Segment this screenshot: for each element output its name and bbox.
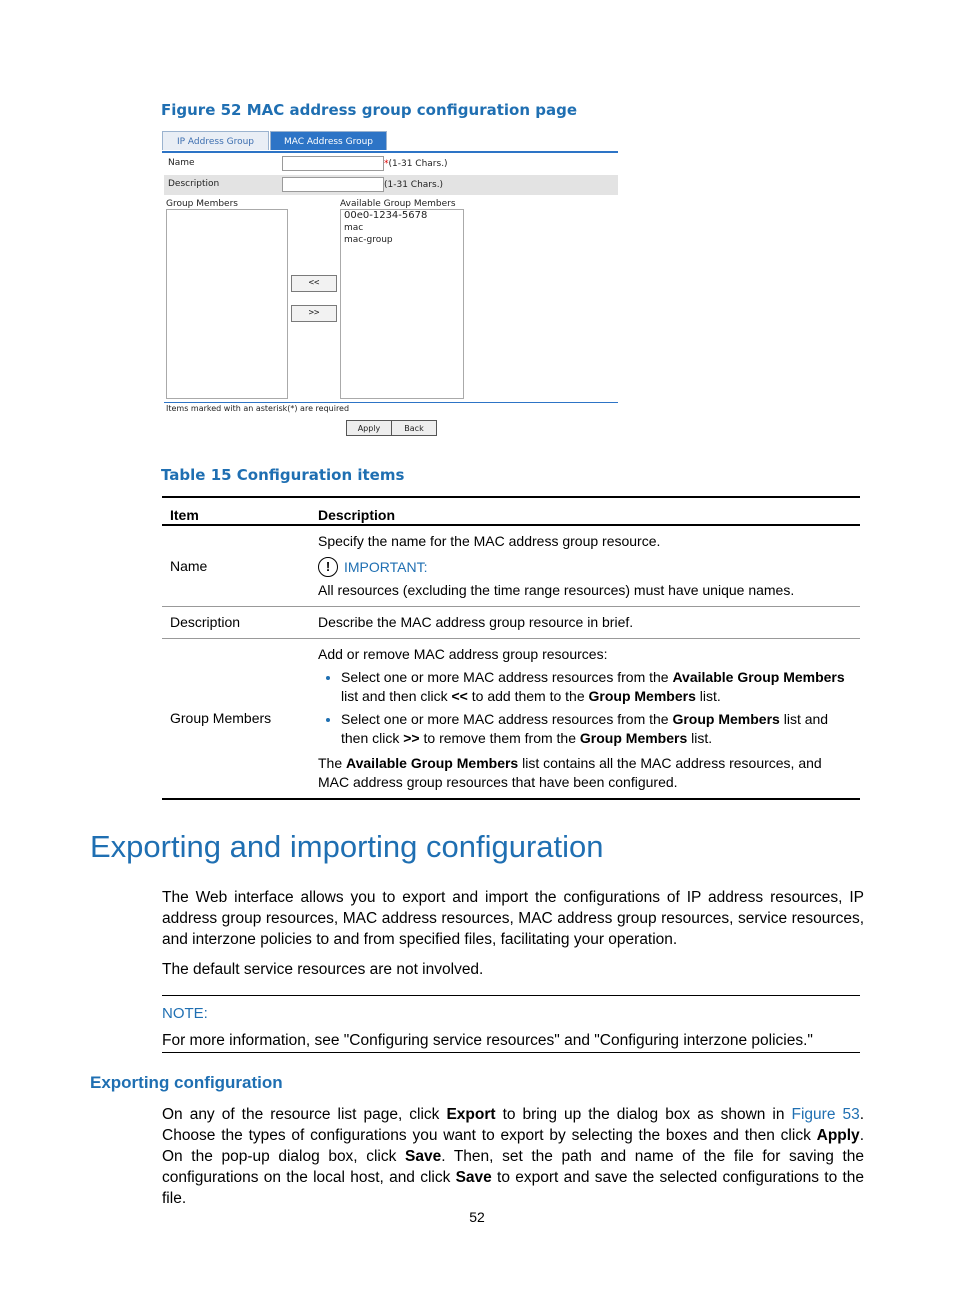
figure-caption: Figure 52 MAC address group configuration page [161,101,578,119]
important-label: IMPORTANT: [344,558,428,575]
item-name: Name [162,525,310,607]
note-box [162,995,860,1053]
description-hint: (1-31 Chars.) [384,180,444,190]
table-row [162,607,860,639]
name-desc-text: Specify the name for the MAC address group resource. [318,533,661,549]
tab-ip-address-group[interactable]: IP Address Group [162,131,269,150]
desc-group-members [310,639,860,800]
list-item[interactable]: 00e0-1234-5678 [344,210,428,221]
available-members-label: Available Group Members [340,199,456,209]
important-callout [318,557,852,577]
item-description: Description [162,607,310,639]
page-number: 52 [469,1209,485,1225]
desc-description: Describe the MAC address group resource in brief. [310,607,860,639]
desc-name [310,525,860,607]
table-header-row [162,497,860,525]
note-title: NOTE: [162,1005,208,1022]
section-title: Exporting and importing configuration [90,829,604,864]
figure-53-link[interactable]: Figure 53 [791,1106,860,1123]
add-members-button[interactable]: << [291,275,337,292]
required-note: Items marked with an asterisk(*) are required [166,404,350,413]
description-input[interactable] [282,177,384,192]
mac-group-config-figure [162,128,620,440]
section-paragraph-2: The default service resources are not involved. [162,961,484,978]
available-members-list[interactable] [340,209,464,399]
gm-intro: Add or remove MAC address group resources: [318,646,608,662]
note-text: For more information, see "Configuring service resources" and "Configuring interzone policies." [162,1032,813,1049]
table-caption: Table 15 Configuration items [161,466,405,484]
important-icon: ! [318,557,338,577]
header-description: Description [310,497,860,525]
name-label: Name [168,158,195,168]
important-text: All resources (excluding the time range resources) must have unique names. [318,582,795,598]
name-row [164,154,618,174]
group-members-list[interactable] [166,209,288,399]
tab-mac-address-group[interactable]: MAC Address Group [270,131,387,150]
group-members-label: Group Members [166,199,238,209]
description-row [164,175,618,195]
back-button[interactable]: Back [391,420,437,436]
list-item: • Select one or more MAC address resources from the Available Group Members list and then click << to add them to the Group Members list. [341,668,852,706]
subsection-title: Exporting configuration [90,1073,283,1092]
form-divider [164,402,618,403]
subsection-paragraph: On any of the resource list page, click Export to bring up the dialog box as shown in Figure 53. Choose the types of configurations you want to export by selecting the boxes and then click Apply. On the pop-up dialog box, click Save. Then, set the path and name of the file for saving the configurations on the local host, and click Save to export and save the selected configurations to the file. [162,1106,865,1207]
remove-members-button[interactable]: >> [291,305,337,322]
list-item[interactable]: mac [344,223,364,233]
section-paragraph: The Web interface allows you to export and import the configurations of IP address resources, IP address group resources, MAC address resources, MAC address group resources, service resources, and interzone policies to and from specified files, facilitating your operation. [162,889,864,948]
required-asterisk: * [384,159,389,169]
description-label: Description [168,179,220,189]
header-item: Item [162,497,310,525]
list-item[interactable]: mac-group [344,235,393,245]
gm-end: The Available Group Members list contains all the MAC address resources, and MAC address group resources that have been configured. [318,755,822,790]
apply-button[interactable]: Apply [346,420,392,436]
config-items-table [162,496,860,800]
gm-bullets [318,668,852,748]
list-item: • Select one or more MAC address resources from the Group Members list and then click >> to remove them from the Group Members list. [341,710,852,748]
name-hint [384,159,448,169]
table-row [162,525,860,607]
table-row [162,639,860,800]
tab-underline [162,151,618,153]
item-group-members: Group Members [162,639,310,800]
name-hint-text: (1-31 Chars.) [388,159,448,169]
name-input[interactable] [282,156,384,171]
